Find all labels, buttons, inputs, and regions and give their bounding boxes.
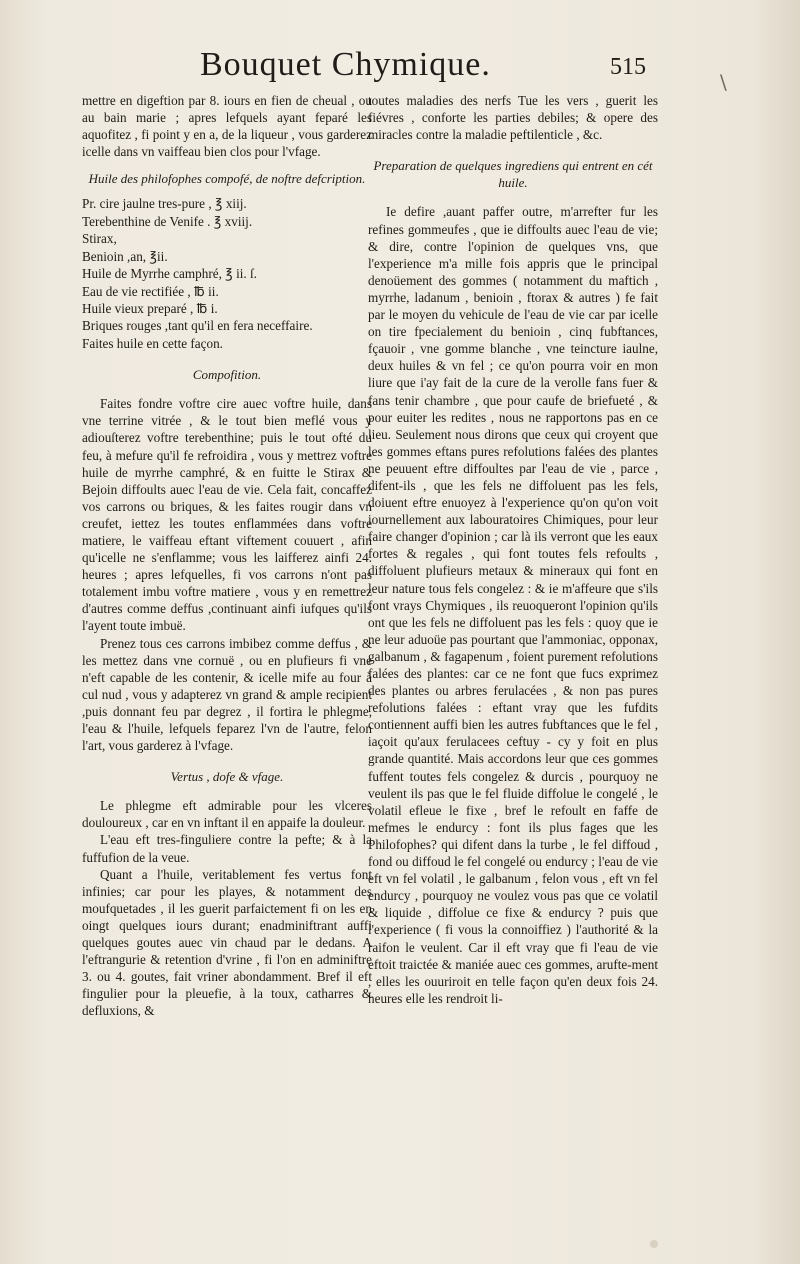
- recipe-line: Terebenthine de Venife . ℥ xviij.: [82, 213, 253, 229]
- running-head: [0, 46, 800, 90]
- vertus-paragraph-3: Quant a l'huile, veritablement fes vertus font infinies; car pour les playes, & notamment des moufquetades , il les guerit parfaictement fi on les en oingt quelques iours durant; enadminiftrant auffi quelques goutes auec vin chaud par le dedans. A l'eftrangurie & retention d'vrine , fi l'on en adminiftre 3. ou 4. goutes, fait vriner abondamment. Bref il eft fingulier pour la pleuefie, à la toux, catharres & defluxions, &: [82, 866, 372, 1019]
- recipe-line: Briques rouges ,tant qu'il en fera neceffaire.: [82, 318, 313, 334]
- recipe-line: Benioin ,an, ℥ii.: [82, 248, 168, 264]
- page-title: Bouquet Chymique.: [200, 46, 491, 83]
- margin-mark-icon: \: [720, 70, 727, 94]
- recipe-line: Faites huile en cette façon.: [82, 335, 223, 351]
- right-column: [368, 92, 658, 1007]
- left-column: [82, 92, 372, 1020]
- composition-paragraph-1: Faites fondre voftre cire auec voftre huile, dans vne terrine vitrée , & le tout bien meflé vous y adiouſterez voftre terebenthine; puis le tout ofté du feu, à mefure qu'il fe refroidira , vous y mettrez voftre huile de myrrhe camphré, & en fuitte le Stirax & Bejoin diffoults auec l'eau de vie. Cela fait, concaffez vos carrons ou briques, & les faites rougir dans vn creufet, iettez les toutes enflammées dans voftre matiere, le vaiffeau eftant viftement couuert , afin qu'icelle ne s'enflamme; vous les laifferez ainfi 24. heures ; apres lefquelles, fi vos carrons n'ont pas totalement imbu voftre matiere , vous y en remettrez d'autres comme deffus ,continuant ainfi iufques qu'ils l'ayent toute imbuë.: [82, 396, 372, 634]
- page-number: 515: [610, 54, 646, 80]
- vertus-paragraph-1: Le phlegme eft admirable pour les vlceres douloureux , car en vn inftant il en appaife la douleur.: [82, 798, 372, 831]
- left-heading-vertus: Vertus , dofe & vfage.: [170, 769, 284, 785]
- left-intro-paragraph: mettre en digeftion par 8. iours en fien de cheual , ou au bain marie ; apres lefquels ayant feparé les aquofitez , fi point y en a, de la liqueur , vous garderez icelle dans vn vaiffeau bien clos pour l'vfage.: [82, 93, 372, 160]
- left-heading-huile: Huile des philofophes compofé, de noftre defcription.: [88, 171, 366, 187]
- recipe-line: Pr. cire jaulne tres-pure , ℥ xiij.: [82, 196, 247, 212]
- left-heading-composition: Compofition.: [192, 367, 262, 383]
- vertus-paragraph-2: L'eau eft tres-finguliere contre la pefte; & à la fuffufion de la veue.: [82, 832, 372, 865]
- composition-paragraph-2: Prenez tous ces carrons imbibez comme deffus , & les mettez dans vne cornuë , ou en plufieurs fi vne n'eft capable de les contenir, & icelle mife au four à cul nud , vous y adapterez vn grand & ample recipient ,puis donnant feu par degrez , il fortira le phlegme, l'eau & l'huile, lefquels feparez l'vn de l'autre, felon l'art, vous garderez à l'vfage.: [82, 635, 372, 754]
- right-heading-preparation: Preparation de quelques ingrediens qui entrent en cét huile.: [373, 158, 653, 191]
- right-intro-paragraph: toutes maladies des nerfs Tue les vers , guerit les fiévres , conforte les parties debiles; & opere des miracles contre la maladie peftilenticle , &c.: [368, 93, 658, 143]
- recipe-line: Huile de Myrrhe camphré, ℥ ii. ſ.: [82, 266, 257, 282]
- right-body-paragraph: Ie defire ,auant paffer outre, m'arrefter fur les refines gommeufes , que ie diffoults auec l'eau de vie; & dire, contre l'opinion de quelques vns, que l'experience m'a mille fois appris que le principal denoüement des gommes ( notamment du maftich , myrrhe, ladanum , benioin , ftorax & autres ) fe fait par le moyen du vehicule de l'eau de vie car par icelle on tire fpecialement du benioin , cinq fubftances, fçauoir , vne gomme blanche , vne teincture iaulne, deux huiles & vn fel ; ce qu'on pourra voir en mon liure que i'ay fait de la cure de la verolle fans fuer & fans tenir chambre , que pour caufe de briefueté , & pour euiter les redites , nous ne rapportons pas en ce lieu. Seulement nous dirons que ceux qui croyent que les gommes eftans pures refolutions falées des plantes ne peuuent eftre diffoultes par l'eau de vie , parce , difent-ils , que les fels ne diffoluent pas les fels, doiuent eftre enuoyez à l'experience qu'on qu'on voit iournellement aux labouratoires Chimiques, pour leur faire changer d'opinion ; car là ils verront que les eaux fortes & regales , qui font toutes fels refoults , diffoluent plufieurs metaux & mineraux qui font en leur nature tous fels congelez : & ie m'affeure que s'ils font vrays Chymiques , ils reuoqueront l'opinion qu'ils ont que les fels ne diffoluent pas les fels : quoy que ie ne leur aduoüe pas pourtant que l'ammoniac, opponax, galbanum , & fagapenum , foient purement refolutions falées des plantes: car ce ne font que fucs exprimez des plantes ou arbres ferulacées , & non pas pures refolutions falées : eftant vray que les fufdits contiennent auffi bien les autres fubftances que le fel , iaçoit qu'aux ferulacees ceftuy - cy y foit en plus grande quantité. Mais accordons leur que ces gommes fuffent toutes fels congelez & durcis , pourquoy ne veulent ils pas que le fel fluide diffolue le congelé , le volatil efleue le fixe , bref le refoult en faffe de mefmes le endurcy : font ils plus fages que les Philofophes? qui difent dans la turbe , le fel diffoud , fond ou diffoud le fel congelé ou endurcy ; l'eau de vie eft vn fel volatil , le galbanum , felon vous , eft vn fel endurcy , pourquoy ne voulez vous pas que ce volatil & liquide , diffolue ce fixe & endurcy ? puis que l'experience ( fi vous la connoiffiez ) l'authorité & la raifon le veulent. Car il eft vray que fi l'eau de vie eftoit traictée & maniée auec ces gommes, arufte-ment , elles les ouuriroit en telle façon qu'en deux fois 24. heures elle les rendroit li-: [368, 204, 658, 1006]
- recipe-line: Eau de vie rectifiée , ℔ ii.: [82, 283, 219, 299]
- recipe-line: Huile vieux preparé , ℔ i.: [82, 300, 218, 316]
- paper-spot: [650, 1240, 658, 1248]
- recipe-line: Stirax,: [82, 231, 117, 247]
- recipe-list: [82, 195, 372, 352]
